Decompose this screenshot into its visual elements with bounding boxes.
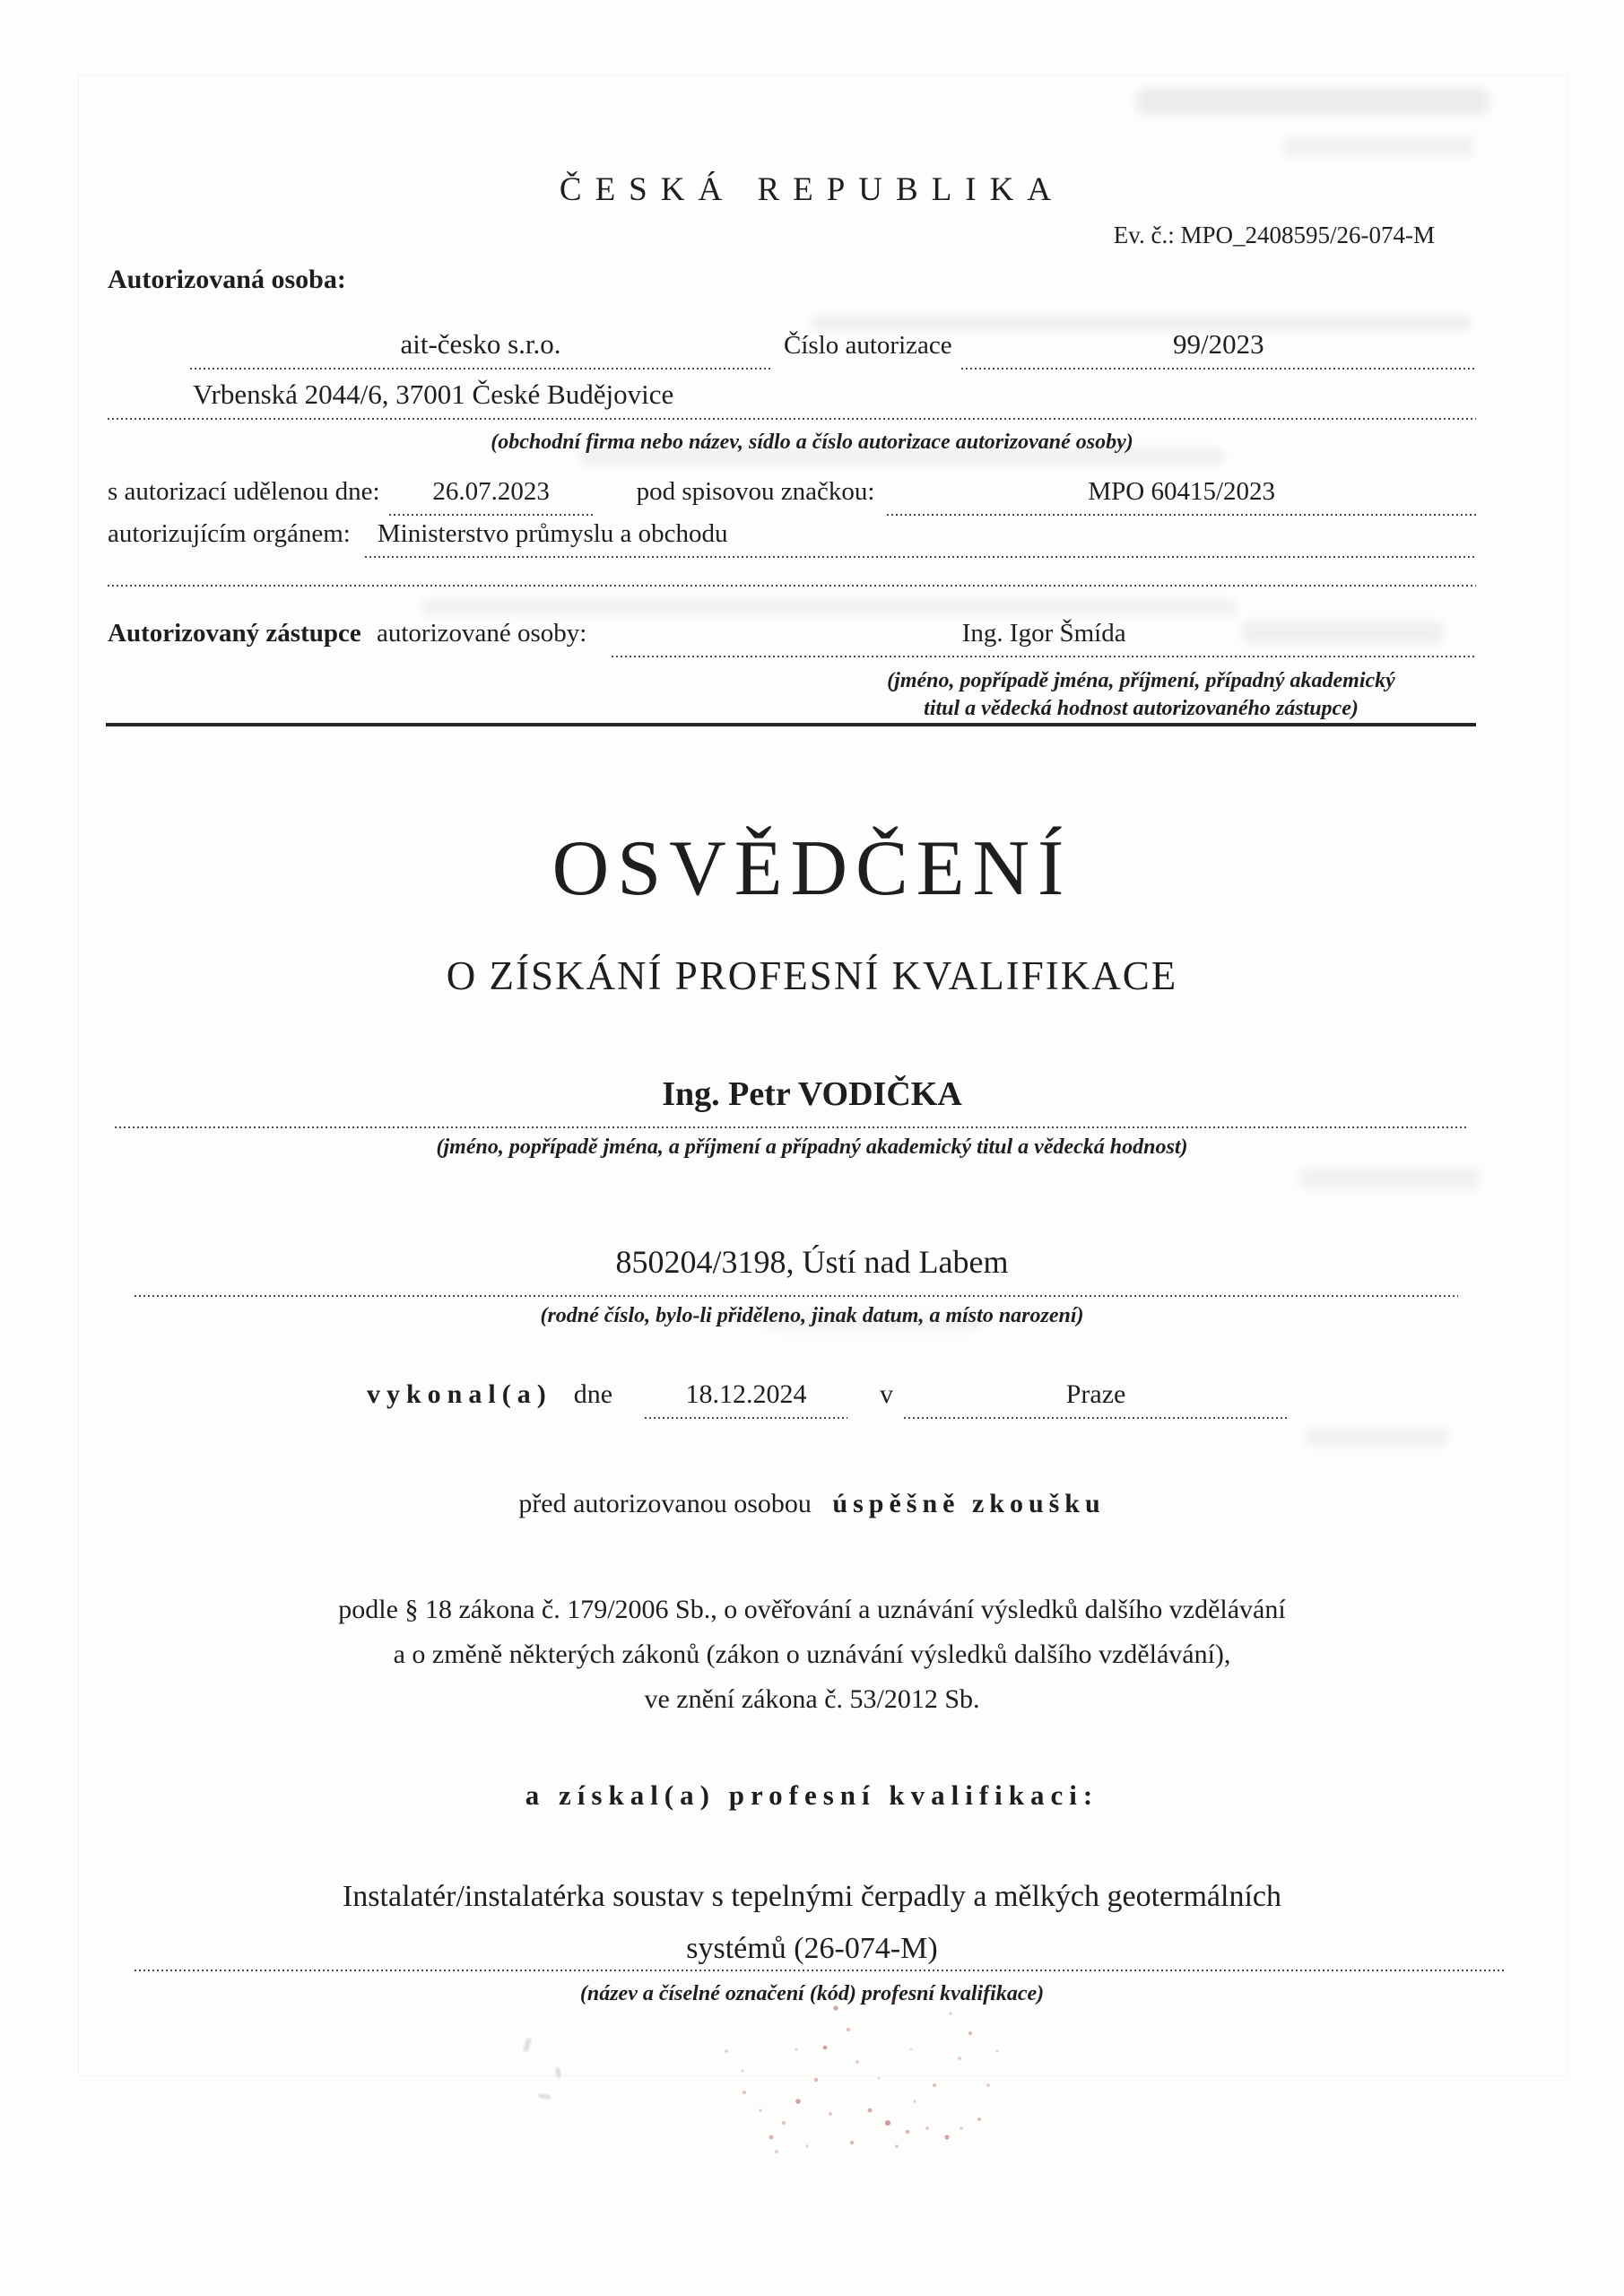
granted-row	[108, 477, 1476, 516]
document-title: OSVĚDČENÍ	[551, 825, 1073, 912]
exam-dne-label: dne	[573, 1379, 613, 1409]
representative-label	[108, 619, 586, 657]
file-number: MPO 60415/2023	[887, 477, 1476, 516]
representative-caption-line2: titul a vědecká hodnost autorizovaného zástupce)	[924, 697, 1359, 720]
holder-name-caption: (jméno, popřípadě jména, a příjmení a případný akademický titul a vědecká hodnost)	[436, 1135, 1188, 1159]
exam-result-text: úspěšně zkoušku	[832, 1489, 1106, 1518]
exam-v-label: v	[880, 1379, 894, 1409]
authority-label: autorizujícím orgánem:	[108, 519, 351, 548]
qualification-line1: Instalatér/instalatérka soustav s tepelnými čerpadly a mělkých geotermálních	[342, 1880, 1281, 1913]
pencil-mark	[538, 2093, 551, 2100]
authority-name: Ministerstvo průmyslu a obchodu	[365, 519, 1476, 558]
representative-row	[108, 619, 1476, 657]
section-divider-line	[106, 723, 1476, 726]
exam-verb: vykonal(a)	[367, 1379, 552, 1409]
gained-qualification-label: a získal(a) profesní kvalifikaci:	[525, 1779, 1099, 1811]
granted-label: s autorizací udělenou dne:	[108, 477, 380, 506]
law-paragraph	[0, 1587, 1624, 1722]
law-line3: ve znění zákona č. 53/2012 Sb.	[644, 1684, 980, 1714]
holder-birth-caption: (rodné číslo, bylo-li přiděleno, jinak datum, a místo narození)	[540, 1304, 1084, 1327]
representative-label-rest: autorizované osoby:	[376, 619, 587, 648]
granted-date: 26.07.2023	[389, 477, 594, 516]
qualification-line2: systémů (26-074-M)	[686, 1932, 938, 1965]
document-subtitle: O ZÍSKÁNÍ PROFESNÍ KVALIFIKACE	[446, 953, 1178, 998]
representative-label-bold: Autorizovaný zástupce	[108, 619, 361, 648]
exam-before-text: před autorizovanou osobou	[518, 1489, 812, 1518]
qualification-caption: (název a číselné označení (kód) profesní kvalifikace)	[579, 1982, 1045, 2005]
stamp-residue-speckles	[690, 1996, 1031, 2175]
holder-birth-line	[135, 1295, 1458, 1297]
representative-caption-line1: (jméno, popřípadě jména, příjmení, případný akademický	[887, 669, 1395, 692]
law-line2: a o změně některých zákonů (zákon o uznávání výsledků dalšího vzdělávání),	[393, 1639, 1231, 1669]
exam-date: 18.12.2024	[645, 1379, 847, 1419]
holder-birth-info: 850204/3198, Ústí nad Labem	[615, 1244, 1009, 1280]
file-number-label: pod spisovou značkou:	[636, 477, 875, 506]
authorization-number-label: Číslo autorizace	[784, 331, 952, 360]
evidence-number: Ev. č.: MPO_2408595/26-074-M	[1113, 222, 1435, 248]
holder-name-line	[115, 1126, 1467, 1128]
company-row	[108, 328, 1476, 370]
country-title: ČESKÁ REPUBLIKA	[559, 171, 1065, 208]
authorization-number: 99/2023	[961, 328, 1476, 370]
exam-place: Praze	[904, 1379, 1288, 1419]
representative-name: Ing. Igor Šmída	[612, 619, 1476, 657]
law-line1: podle § 18 zákona č. 179/2006 Sb., o ověřování a uznávání výsledků dalšího vzdělávání	[338, 1595, 1286, 1624]
qualification-name	[0, 1871, 1624, 1975]
exam-result-line	[0, 1489, 1624, 1519]
authority-row	[108, 519, 1476, 558]
company-address: Vrbenská 2044/6, 37001 České Budějovice	[108, 378, 1476, 420]
authorized-person-label: Autorizovaná osoba:	[108, 265, 346, 294]
holder-name: Ing. Petr VODIČKA	[662, 1075, 962, 1113]
company-name: ait-česko s.r.o.	[190, 328, 771, 370]
qualification-line	[135, 1970, 1507, 1971]
company-caption: (obchodní firma nebo název, sídlo a číslo autorizace autorizované osoby)	[491, 430, 1133, 454]
representative-caption	[803, 667, 1480, 723]
divider-dotted-line	[108, 585, 1476, 587]
exam-row	[367, 1379, 1288, 1419]
